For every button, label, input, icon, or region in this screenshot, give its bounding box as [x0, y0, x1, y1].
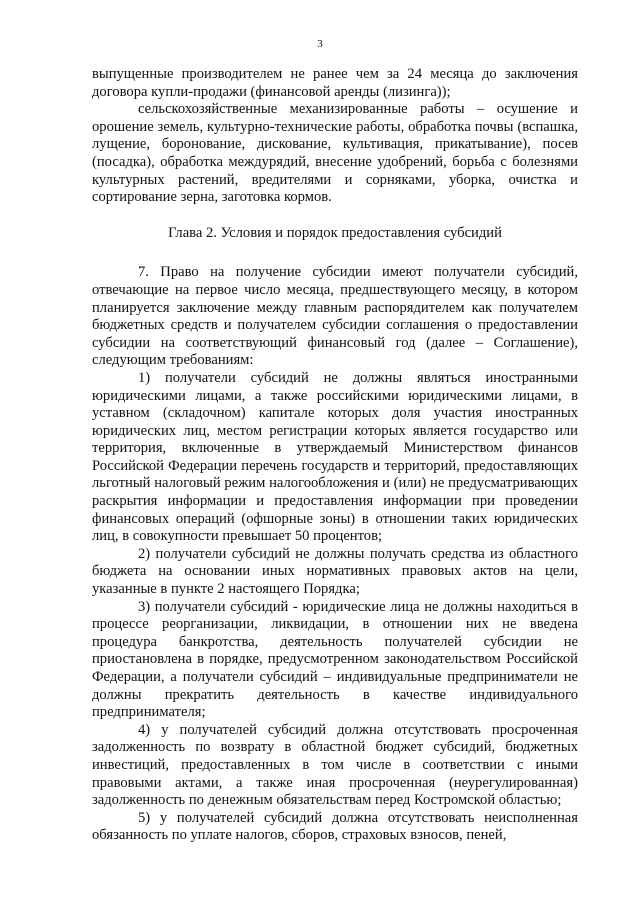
paragraph: 3) получатели субсидий - юридические лица не должны находиться в процессе реорганизации, ликвидации, в отношении них не введена процедура банкротства, деятельность получателей субсидии не приостановлена в порядке, предусмотренном законодательством Российской Федерации, а получатели субсидий – индивидуальные предприниматели не должны прекратить деятельность в качестве индивидуального предпринимателя; [92, 598, 578, 721]
paragraph: 4) у получателей субсидий должна отсутствовать просроченная задолженность по возврату в областной бюджет субсидий, бюджетных инвестиций, предоставленных в том числе в соответствии с иными правовыми актами, а также иная просроченная (неурегулированная) задолженность по денежным обязательствам перед Костромской областью; [92, 721, 578, 809]
body-text-top [92, 66, 578, 845]
paragraph: 2) получатели субсидий не должны получать средства из областного бюджета на основании иных нормативных правовых актов на цели, указанные в пункте 2 настоящего Порядка; [92, 545, 578, 598]
paragraph: 5) у получателей субсидий должна отсутствовать неисполненная обязанность по уплате налогов, сборов, страховых взносов, пеней, [92, 809, 578, 844]
paragraph: выпущенные производителем не ранее чем за 24 месяца до заключения договора купли-продажи (финансовой аренды (лизинга)); [92, 66, 578, 100]
page-number: 3 [317, 38, 323, 50]
paragraph: 1) получатели субсидий не должны являться иностранными юридическими лицами, а также российскими юридическими лицами, в уставном (складочном) капитале которых доля участия иностранных юридических лиц, местом регистрации которых является государство или территория, включенные в утверждаемый Министерством финансов Российской Федерации перечень государств и территорий, предоставляющих льготный налоговый режим налогообложения и (или) не предусматривающих раскрытия информации и предоставления информации при проведении финансовых операций (офшорные зоны) в отношении таких юридических лиц, в совокупности превышает 50 процентов; [92, 369, 578, 545]
chapter-heading: Глава 2. Условия и порядок предоставления субсидий [168, 224, 502, 241]
paragraph: 7. Право на получение субсидии имеют получатели субсидий, отвечающие на первое число месяца, предшествующего месяцу, в котором планируется заключение между главным распорядителем как получателем бюджетных средств и получателем субсидии соглашения о предоставлении субсидии на соответствующий финансовый год (далее – Соглашение), следующим требованиям: [92, 264, 578, 369]
paragraph: сельскохозяйственные механизированные работы – осушение и орошение земель, культурно-технические работы, обработка почвы (вспашка, лущение, боронование, дискование, культивация, прикатывание), посев (посадка), обработка междурядий, внесение удобрений, борьба с болезнями культурных растений, вредителями и сорняками, уборка, очистка и сортирование зерна, заготовка кормов. [92, 101, 578, 206]
